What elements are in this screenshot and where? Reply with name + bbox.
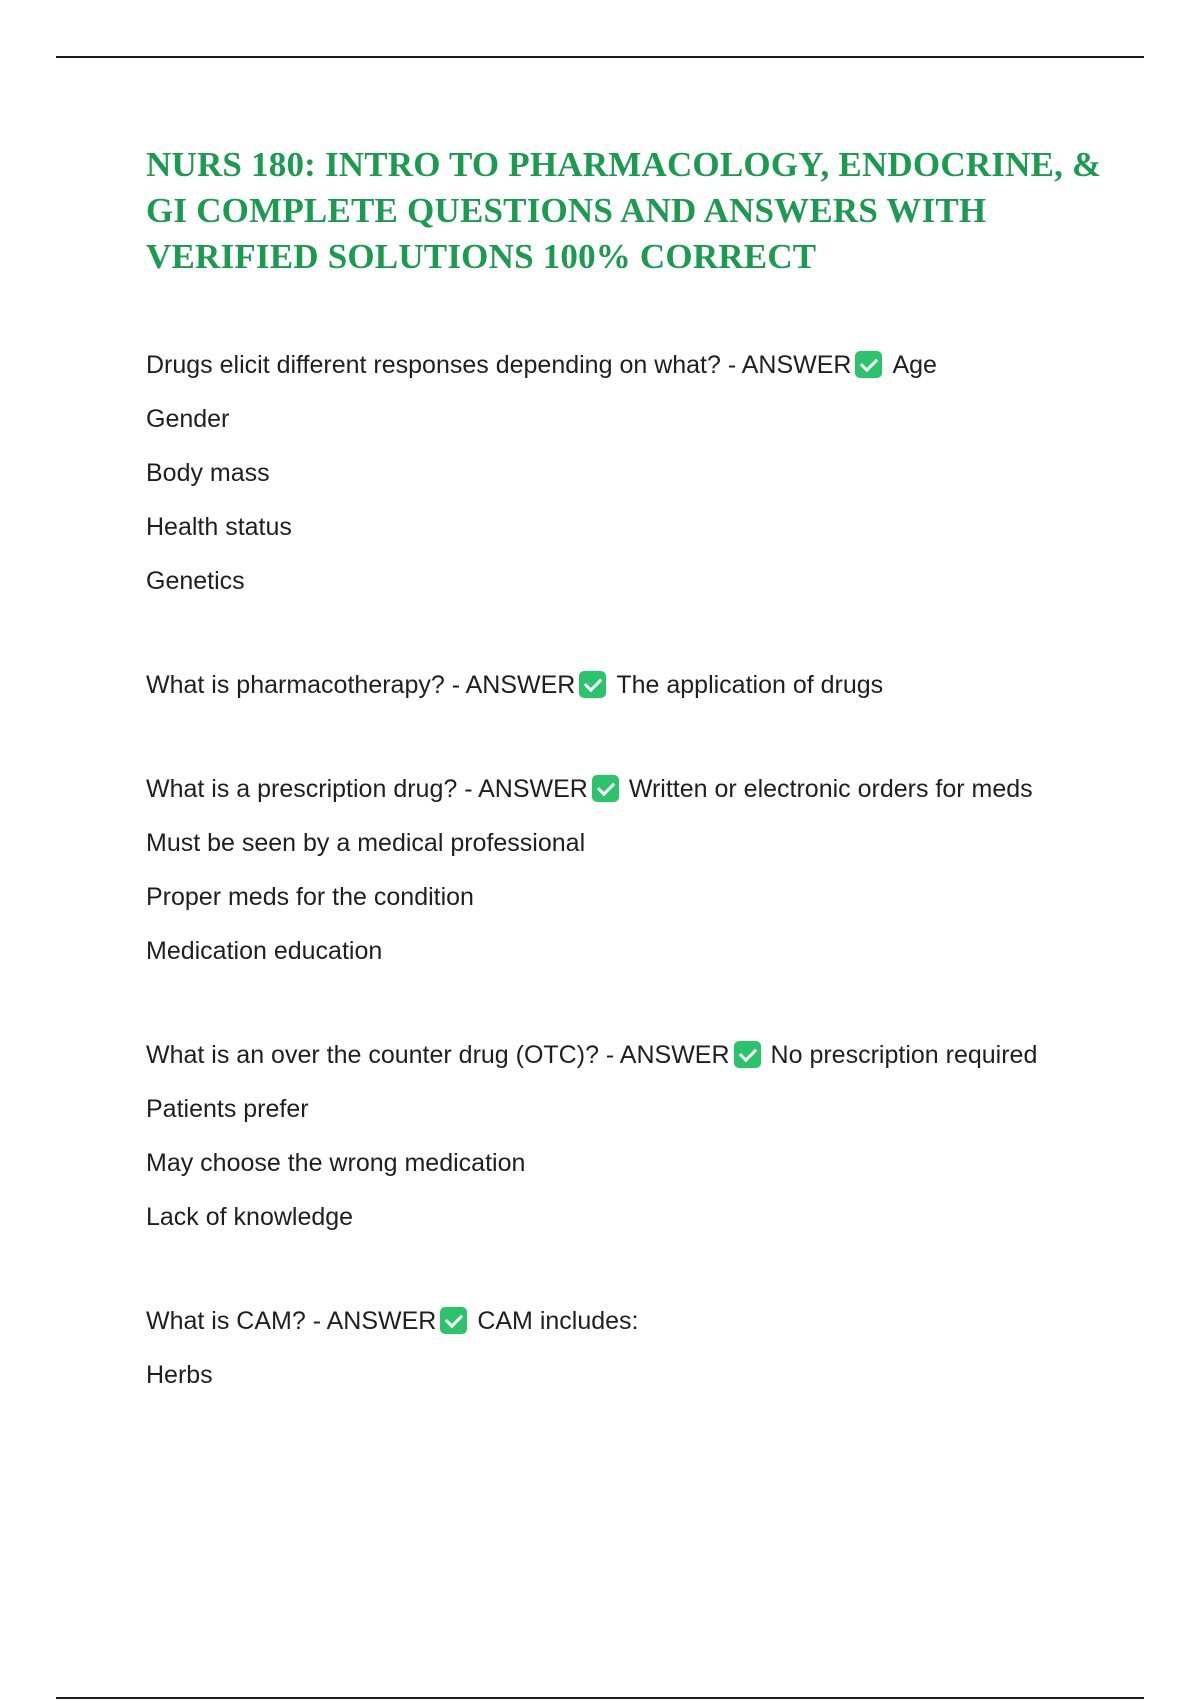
- answer-detail: Genetics: [146, 567, 245, 595]
- answer-detail: Lack of knowledge: [146, 1203, 354, 1231]
- answer-detail: Body mass: [146, 459, 270, 487]
- qa-item: [146, 762, 1146, 978]
- answer-detail: Patients prefer: [146, 1095, 309, 1123]
- checkmark-icon: [592, 775, 619, 802]
- qa-item: [146, 338, 1146, 608]
- checkmark-icon: [855, 351, 882, 378]
- answer-detail: Health status: [146, 513, 292, 541]
- question-line: [146, 658, 1146, 712]
- question-text: What is an over the counter drug (OTC)? - ANSWER: [146, 1041, 730, 1069]
- question-text: What is pharmacotherapy? - ANSWER: [146, 671, 576, 699]
- qa-item: [146, 1294, 1146, 1402]
- answer-detail: Herbs: [146, 1361, 213, 1389]
- answer-text: The application of drugs: [616, 671, 884, 699]
- qa-list: [146, 338, 1146, 1452]
- answer-detail: Medication education: [146, 937, 383, 965]
- document-title: NURS 180: INTRO TO PHARMACOLOGY, ENDOCRINE, & GI COMPLETE QUESTIONS AND ANSWERS WITH VERIFIED SOLUTIONS 100% CORRECT: [146, 145, 1102, 276]
- question-text: What is a prescription drug? - ANSWER: [146, 775, 588, 803]
- checkmark-icon: [579, 671, 606, 698]
- answer-text: CAM includes:: [477, 1307, 639, 1335]
- checkmark-icon: [440, 1307, 467, 1334]
- answer-detail: Gender: [146, 405, 230, 433]
- qa-item: [146, 1028, 1146, 1244]
- question-line: [146, 1028, 1146, 1082]
- answer-text: Written or electronic orders for meds: [628, 775, 1033, 803]
- answer-detail: Must be seen by a medical professional: [146, 829, 586, 857]
- qa-item: [146, 658, 1146, 712]
- question-text: What is CAM? - ANSWER: [146, 1307, 437, 1335]
- answer-text: No prescription required: [770, 1041, 1038, 1069]
- question-text: Drugs elicit different responses depending on what? - ANSWER: [146, 351, 852, 379]
- checkmark-icon: [734, 1041, 761, 1068]
- answer-detail: May choose the wrong medication: [146, 1149, 526, 1177]
- top-rule: [56, 56, 1144, 58]
- question-line: [146, 338, 1146, 392]
- answer-detail: Proper meds for the condition: [146, 883, 474, 911]
- bottom-rule: [56, 1697, 1144, 1699]
- question-line: [146, 762, 1146, 816]
- question-line: [146, 1294, 1146, 1348]
- answer-text: Age: [892, 351, 937, 379]
